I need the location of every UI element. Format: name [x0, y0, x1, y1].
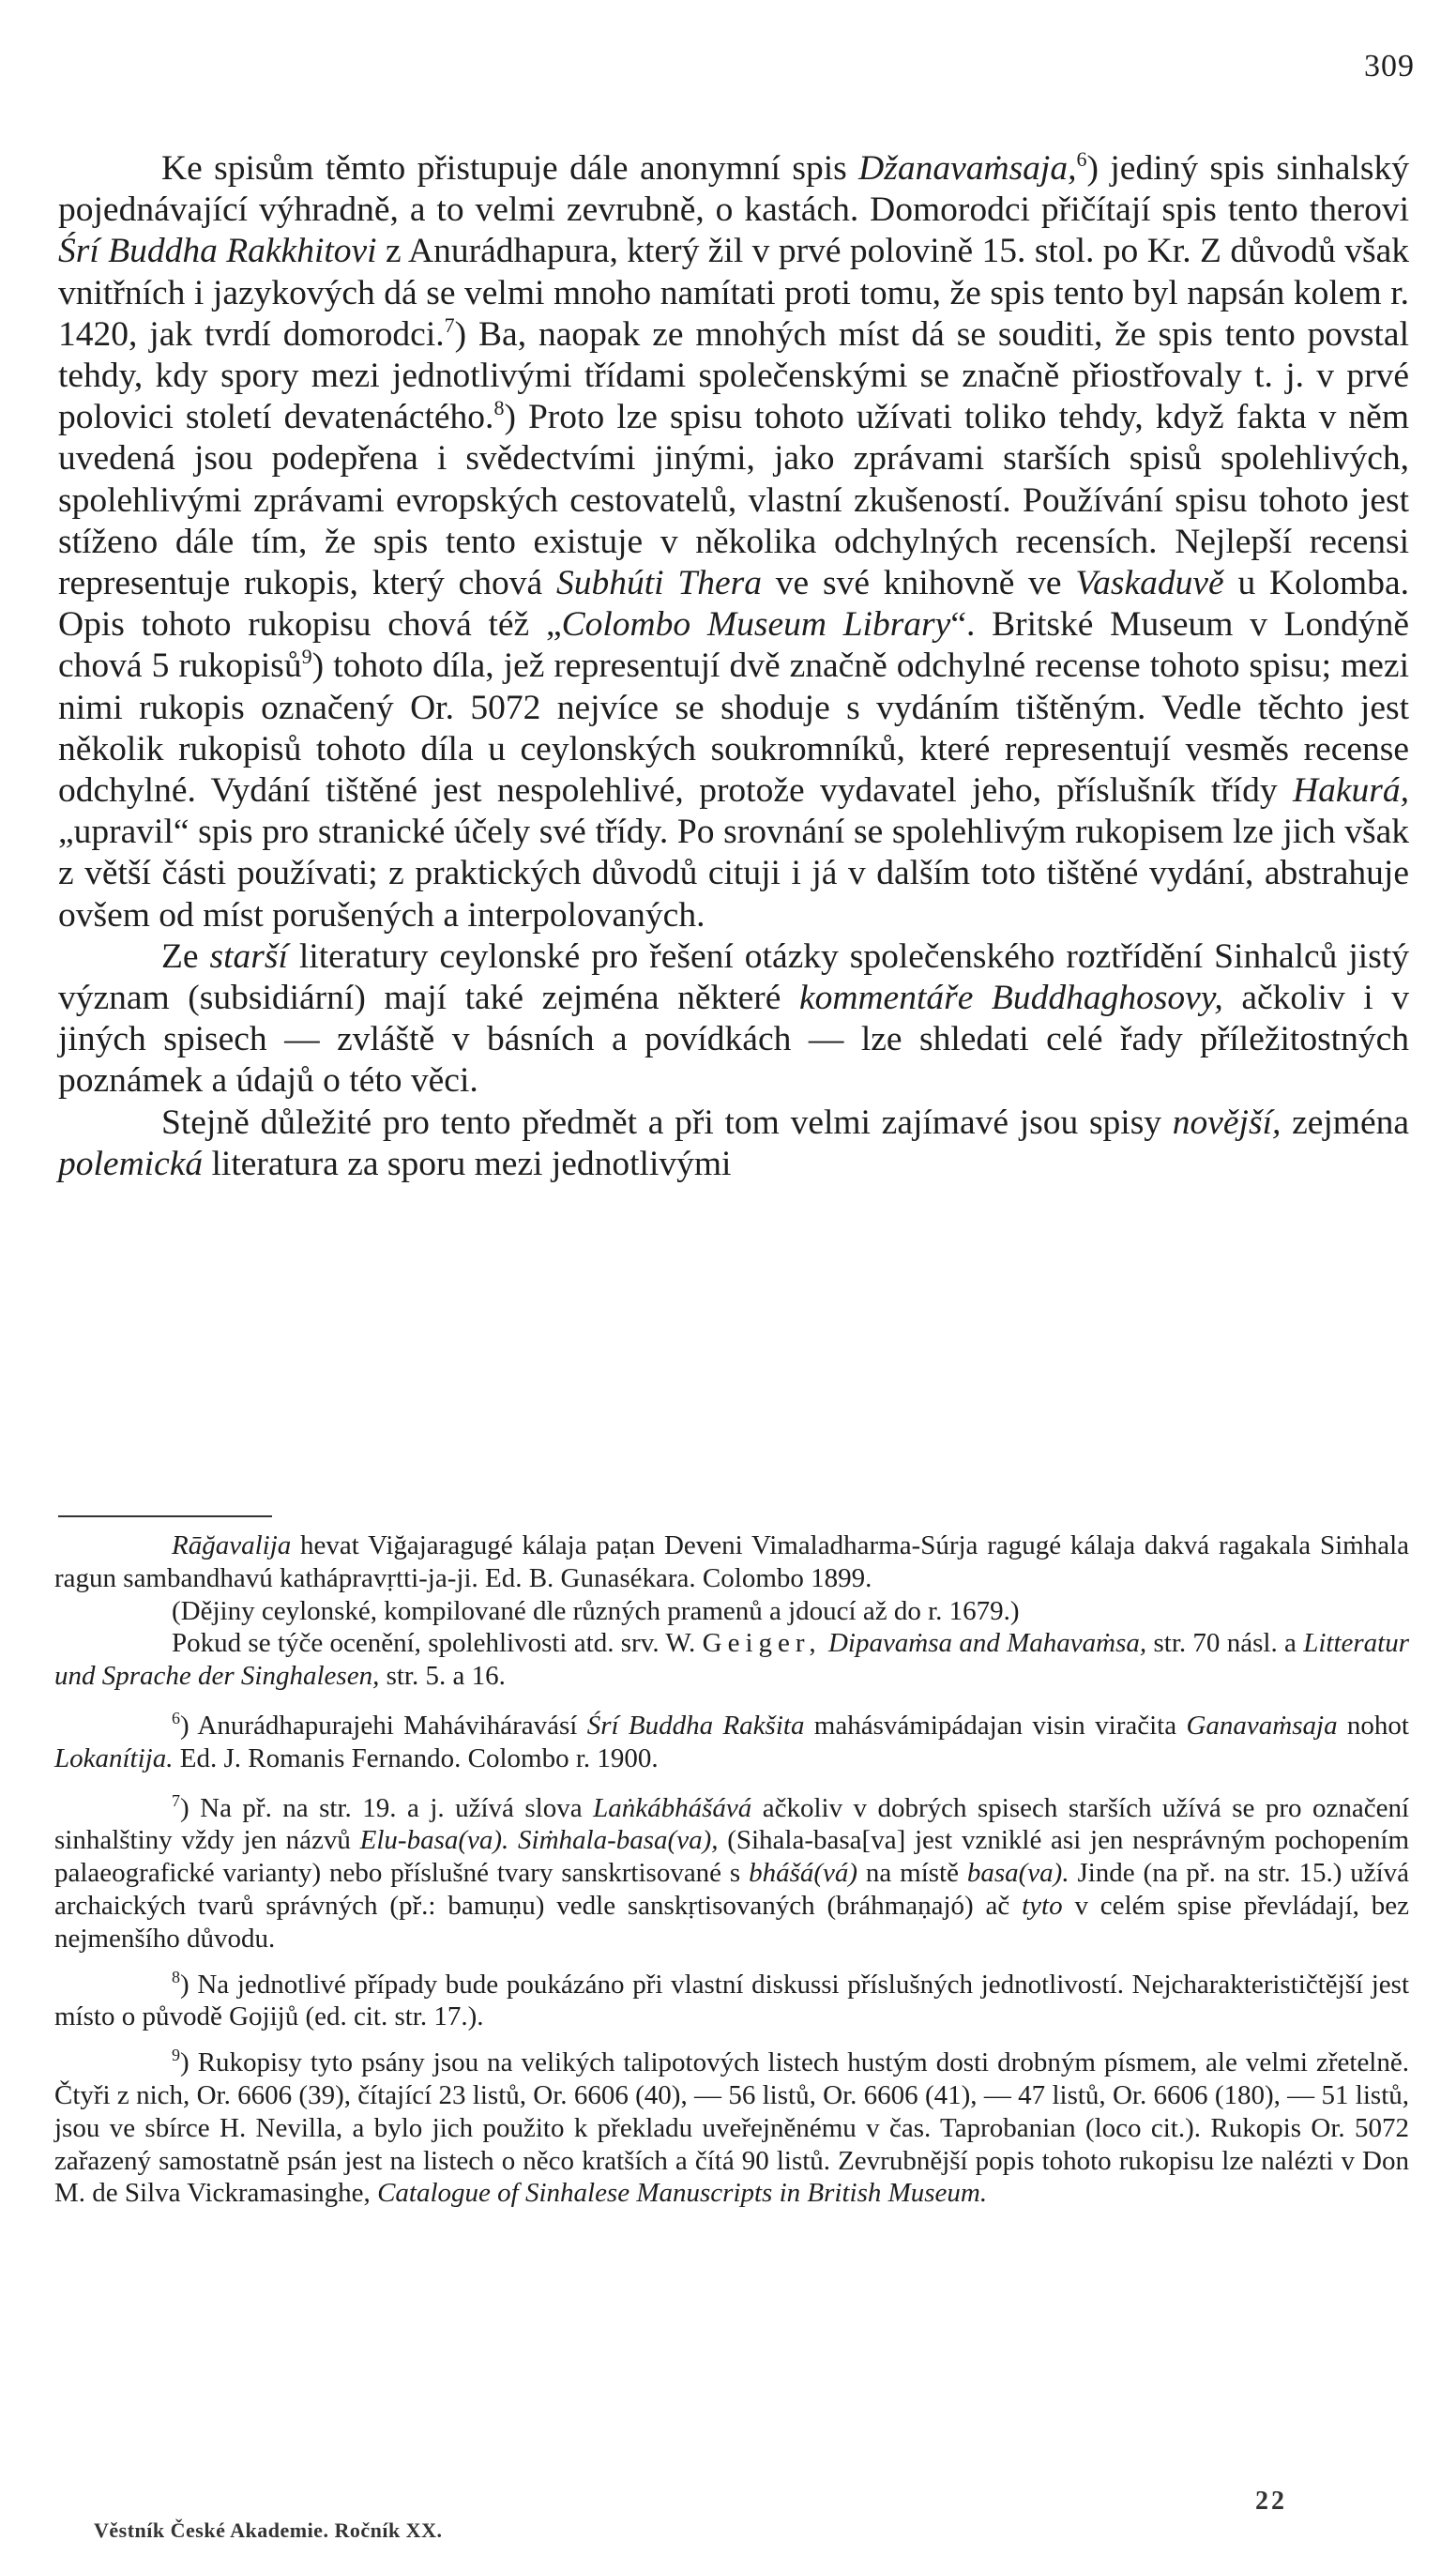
printer-signature: 22	[1255, 2487, 1287, 2516]
footnote-ref-7: 7	[444, 312, 455, 337]
main-text	[58, 148, 1409, 1185]
footnotes	[54, 1529, 1409, 2210]
paragraph-1: Ke spisům těmto přistupuje dále anonymní spis Džanavaṁsaja,$^6$) jediný spis sinhalský pojednávající výhradně, a to velmi zevrubně, o kastách. Domorodci přičítají spis tento therovi Śrí Buddha Rakkhitovi z Anurádhapura, který žil v prvé polovině 15. stol. po Kr. Z důvodů však vnitřních i jazykových dá se velmi mnoho namítati proti tomu, že spis tento byl napsán kolem r. 1420, jak tvrdí domorodci.$^7$) Ba, naopak ze mnohých míst dá se souditi, že spis tento povstal tehdy, kdy spory mezi jednotlivými třídami společenskými se značně přiostřovaly t. j. v prvé polovici století devatenáctého.$^8$) Proto lze spisu tohoto užívati toliko tehdy, když fakta v něm uvedená jsou podepřena i svědectvími jinými, jako zprávami starších spisů spolehlivých, spolehlivými zprávami evropských cestovatelů, vlastní zkušeností. Používání spisu tohoto jest stíženo dále tím, že spis tento existuje v několika odchylných recensích. Nejlepší recensi representuje rukopis, který chová Subhúti Thera ve své knihovně ve Vaskaduvě u Kolomba. Opis tohoto rukopisu chová též „Colombo Museum Library“. Britské Museum v Londýně chová 5 rukopisů$^9$) tohoto díla, jež representují dvě značně odchylné recense tohoto spisu; mezi nimi rukopis označený Or. 5072 nejvíce se shoduje s vydáním tištěným. Vedle těchto jest několik rukopisů tohoto díla u ceylonských soukromníků, které representují vesměs recense odchylné. Vydání tištěné jest nespolehlivé, protože vydavatel jeho, příslušník třídy Hakurá, „upravil“ spis pro stranické účely své třídy. Po srovnání se spolehlivým rukopisem lze jich však z větší části používati; z praktických důvodů cituji i já v dalším toto tištěné vydání, abstrahuje ovšem od míst porušených a interpolovaných.	[58, 147, 1409, 935]
page-number: 309	[1364, 49, 1415, 84]
footnote-ref-9: 9	[301, 645, 312, 669]
footnote-8: $^8$) Na jednotlivé případy bude poukázáno při vlastní diskussi příslušných jednotlivostí. Nejcharakterističtější jest místo o původě Gojijů (ed. cit. str. 17.).	[54, 1967, 1409, 2032]
footnote-6: $^6$) Anurádhapurajehi Maháviháravásí Śrí Buddha Rakšita mahásvámipádajan visin viračita Ganavaṁsaja nohot Lokanítija. Ed. J. Romanis Fernando. Colombo r. 1900.	[54, 1708, 1409, 1773]
paragraph-2: Ze starší literatury ceylonské pro řešení otázky společenského roztřídění Sinhalců jistý význam (subsidiární) mají také zejména některé kommentáře Buddhaghosovy, ačkoliv i v jiných spisech — zvláště v básních a povídkách — lze shledati celé řady příležitostných poznámek a údajů o této věci.	[58, 936, 1409, 1101]
footnote-separator	[58, 1515, 272, 1517]
footnote-5-description: (Dějiny ceylonské, kompilované dle různých pramenů a jdoucí až do r. 1679.)	[172, 1595, 1020, 1626]
footnote-7: $^7$) Na př. na str. 19. a j. užívá slova Laṅkábhášává ačkoliv v dobrých spisech starších užívá se pro označení sinhalštiny vždy jen názvů Elu-basa(va). Siṁhala-basa(va), (Sihala-basa[va] jest vzniklé asi jen nesprávným pochopením palaeografické varianty) nebo příslušné tvary sanskrtisované s bhášá(vá) na místě basa(va). Jinde (na př. na str. 15.) užívá archaických tvarů správných (př.: bamuṇu) vedle sanskṛtisovaných (bráhmaṇajó) ač tyto v celém spise převládají, bez nejmenšího důvodu.	[54, 1790, 1410, 1954]
footnote-5-reference: Pokud se týče ocenění, spolehlivosti atd. srv. W. Geiger, Dipavaṁsa and Mahavaṁsa, str. 70 násl. a Litteratur und Sprache der Singhalesen, str. 5. a 16.	[54, 1628, 1410, 1692]
footnote-9: $^9$) Rukopisy tyto psány jsou na velikých talipotových listech hustým dosti drobným písmem, ale velmi zřetelně. Čtyři z nich, Or. 6606 (39), čítající 23 listů, Or. 6606 (40), — 56 listů, Or. 6606 (41), — 47 listů, Or. 6606 (180), — 51 listů, jsou ve sbírce H. Nevilla, a bylo jich použito k překladu uveřejněnému v čas. Taprobanian (loco cit.). Rukopis Or. 5072 zařazený samostatně psán jest na listech o něco kratších a čítá 90 listů. Zevrubnější popis tohoto rukopisu lze nalézti v Don M. de Silva Vickramasinghe, Catalogue of Sinhalese Manuscripts in British Museum.	[54, 2046, 1409, 2209]
footnote-ref-6: 6	[1076, 147, 1087, 171]
footnote-ref-8: 8	[493, 396, 505, 420]
journal-footer: Věstník České Akademie. Ročník XX.	[94, 2518, 443, 2542]
paragraph-3: Stejně důležité pro tento předmět a při tom velmi zajímavé jsou spisy novější, zejména polemická literatura za sporu mezi jednotlivými	[58, 1103, 1409, 1183]
footnote-5-title: Rāğavalija hevat Viğajaragugé kálaja paṭan Deveni Vimaladharma-Súrja ragugé kálaja dakvá ragakala Siṁhala ragun sambandhavú kathápravṛtti-ja-ji. Ed. B. Gunasékara. Colombo 1899.	[54, 1530, 1409, 1593]
